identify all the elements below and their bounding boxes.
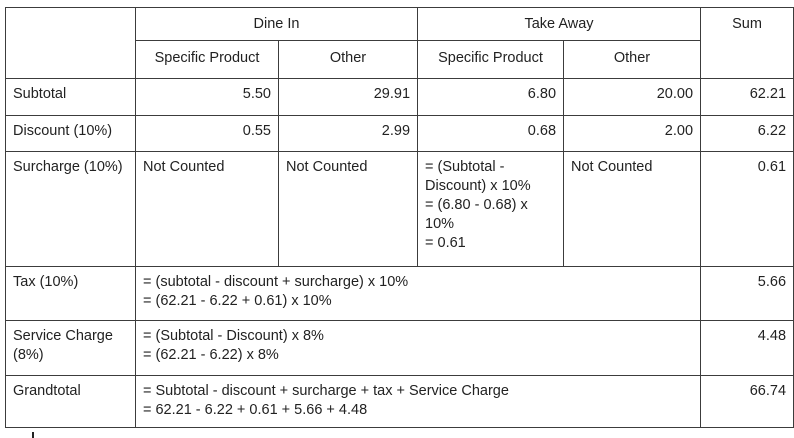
surcharge-label: Surcharge (10%) — [6, 152, 136, 267]
dine-in-other-header: Other — [279, 41, 418, 79]
tax-formula-line: = (62.21 - 6.22 + 0.61) x 10% — [143, 293, 332, 309]
dine-in-specific-product-header: Specific Product — [136, 41, 279, 79]
subtotal-row — [6, 79, 794, 116]
surcharge-dine-specific: Not Counted — [136, 152, 279, 267]
discount-sum: 6.22 — [701, 116, 794, 152]
surcharge-row — [6, 152, 794, 267]
take-away-other-header: Other — [564, 41, 701, 79]
discount-dine-other: 2.99 — [279, 116, 418, 152]
tax-row — [6, 267, 794, 321]
tax-formula-line: = (subtotal - discount + surcharge) x 10% — [143, 274, 409, 290]
service-charge-sum: 4.48 — [701, 321, 794, 376]
surcharge-formula-line: 10% — [425, 216, 455, 232]
service-formula-line: = (Subtotal - Discount) x 8% — [143, 328, 324, 344]
tax-sum: 5.66 — [701, 267, 794, 321]
discount-take-specific: 0.68 — [418, 116, 564, 152]
tax-label: Tax (10%) — [6, 267, 136, 321]
service-charge-label: Service Charge (8%) — [6, 321, 136, 376]
take-away-header: Take Away — [418, 8, 701, 41]
subtotal-sum: 62.21 — [701, 79, 794, 116]
surcharge-take-other: Not Counted — [564, 152, 701, 267]
surcharge-formula-line: = 0.61 — [425, 235, 466, 251]
take-away-specific-product-header: Specific Product — [418, 41, 564, 79]
tax-formula — [136, 267, 701, 321]
subtotal-label: Subtotal — [6, 79, 136, 116]
surcharge-formula-line: = (6.80 - 0.68) x — [425, 197, 528, 213]
discount-take-other: 2.00 — [564, 116, 701, 152]
service-formula-line: = (62.21 - 6.22) x 8% — [143, 347, 279, 363]
subtotal-dine-other: 29.91 — [279, 79, 418, 116]
grandtotal-formula-line: = Subtotal - discount + surcharge + tax + Service Charge — [143, 383, 509, 399]
calculation-table — [5, 7, 794, 428]
surcharge-formula-line: Discount) x 10% — [425, 178, 531, 194]
header-row — [6, 8, 794, 41]
sum-header: Sum — [701, 8, 794, 79]
empty-corner-cell — [6, 8, 136, 79]
discount-label: Discount (10%) — [6, 116, 136, 152]
discount-row — [6, 116, 794, 152]
dine-in-header: Dine In — [136, 8, 418, 41]
grandtotal-row — [6, 376, 794, 428]
grandtotal-formula-line: = 62.21 - 6.22 + 0.61 + 5.66 + 4.48 — [143, 402, 368, 418]
subtotal-take-specific: 6.80 — [418, 79, 564, 116]
grandtotal-sum: 66.74 — [701, 376, 794, 428]
service-charge-formula — [136, 321, 701, 376]
discount-dine-specific: 0.55 — [136, 116, 279, 152]
subtotal-take-other: 20.00 — [564, 79, 701, 116]
surcharge-formula-line: = (Subtotal - — [425, 159, 505, 175]
grandtotal-formula — [136, 376, 701, 428]
service-charge-row — [6, 321, 794, 376]
surcharge-sum: 0.61 — [701, 152, 794, 267]
subtotal-dine-specific: 5.50 — [136, 79, 279, 116]
text-cursor — [32, 432, 34, 438]
grandtotal-label: Grandtotal — [6, 376, 136, 428]
surcharge-dine-other: Not Counted — [279, 152, 418, 267]
surcharge-take-specific-formula — [418, 152, 564, 267]
